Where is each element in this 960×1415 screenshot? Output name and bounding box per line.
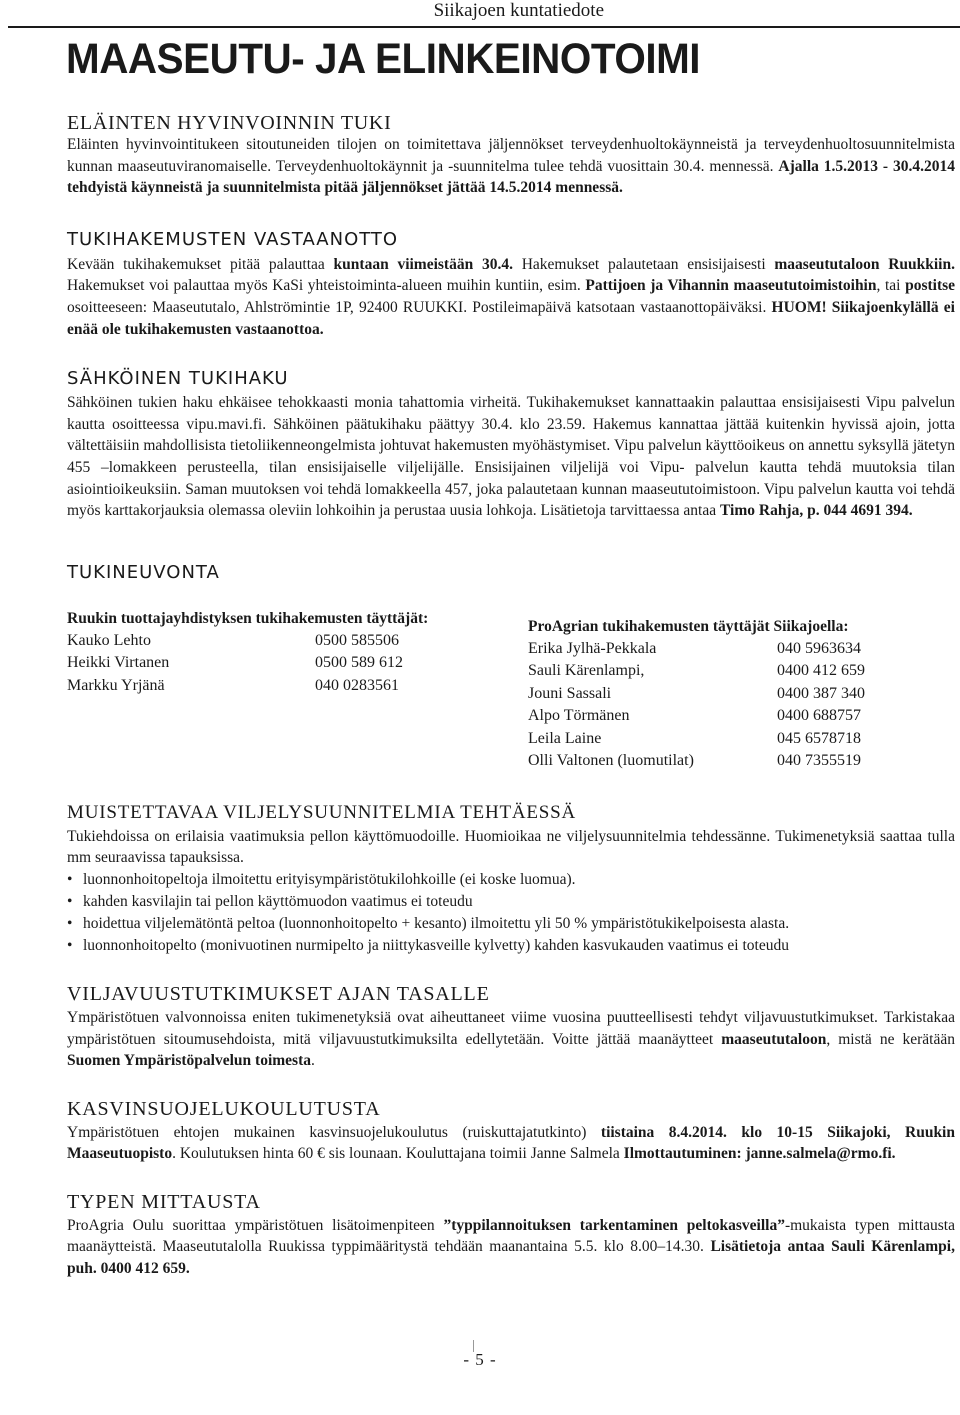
section-heading: TUKINEUVONTA bbox=[67, 561, 220, 583]
section-heading: ELÄINTEN HYVINVOINNIN TUKI bbox=[67, 112, 392, 134]
section-kasvinsuojelu bbox=[67, 1098, 955, 1165]
section-typen bbox=[67, 1191, 955, 1280]
section-heading: KASVINSUOJELUKOULUTUSTA bbox=[67, 1097, 381, 1120]
bold-span: Ajalla 1.5.2013 - 30.4.2014 tehdyistä käynneistä ja suunnitelmista pitää jäljennökset jättää 14.5.2014 mennessä. bbox=[67, 157, 955, 197]
contact-name: Markku Yrjänä bbox=[67, 676, 165, 694]
section-heading: TYPEN MITTAUSTA bbox=[67, 1190, 261, 1213]
bold-span: kuntaan viimeistään 30.4. bbox=[333, 255, 513, 273]
section-text bbox=[67, 392, 955, 522]
contact-columns bbox=[67, 584, 955, 770]
bullet-icon: • bbox=[67, 914, 73, 932]
text-span: osoitteeseen: Maaseututalo, Ahlströmintie 1P, 92400 RUUKKI. Postileimapäivä katsotaan vastaanottopäiväksi. bbox=[67, 298, 772, 316]
publication-name: Siikajoen kuntatiedote bbox=[430, 0, 608, 22]
contact-phone: 040 0283561 bbox=[315, 676, 399, 694]
section-text bbox=[67, 1122, 955, 1165]
section-heading: TUKIHAKEMUSTEN VASTAANOTTO bbox=[67, 228, 399, 250]
list-item-text: hoidettua viljelemätöntä peltoa (luonnonhoitopelto + kesanto) ilmoitettu yli 50 % ympäristötukikelpoisesta alasta. bbox=[83, 914, 790, 932]
contact-name: Sauli Kärenlampi, bbox=[528, 662, 645, 680]
list-item bbox=[67, 913, 955, 935]
section-text bbox=[67, 1007, 955, 1072]
proagria-contacts bbox=[528, 616, 960, 773]
section-viljavuus bbox=[67, 983, 955, 1072]
contact-row bbox=[67, 652, 507, 675]
list-item-text: kahden kasvilajin tai pellon käyttömuodon vaatimus ei toteudu bbox=[83, 892, 473, 910]
list-item-text: luonnonhoitopelto (monivuotinen nurmipelto ja niittykasveille kylvetty) kahden kasvukauden vaatimus ei toteudu bbox=[83, 936, 789, 954]
bold-span: ”typpilannoituksen tarkentaminen peltokasveilla” bbox=[443, 1216, 785, 1234]
bold-span: tiistaina 8.4.2014. klo 10-15 Siikajoki, Ruukin Maaseutuopisto bbox=[67, 1123, 955, 1163]
contact-name: Alpo Törmänen bbox=[528, 707, 630, 725]
text-span: . bbox=[311, 1052, 315, 1070]
bold-span: postitse bbox=[905, 277, 956, 295]
bold-span: Lisätietoja antaa Sauli Kärenlampi, puh. 0400 412 659. bbox=[67, 1238, 955, 1278]
list-item bbox=[67, 891, 955, 913]
contact-row bbox=[528, 660, 960, 683]
contact-list-heading: ProAgrian tukihakemusten täyttäjät Siikajoella: bbox=[528, 617, 849, 635]
section-text bbox=[67, 254, 955, 340]
section-muistettavaa bbox=[67, 802, 955, 957]
contact-row bbox=[528, 750, 960, 773]
bold-span: HUOM! Siikajoenkylällä ei enää ole tukihakemusten vastaanottoa. bbox=[67, 298, 955, 338]
contact-phone: 0500 589 612 bbox=[315, 654, 403, 672]
contact-row bbox=[67, 630, 507, 653]
list-item-text: luonnonhoitopeltoja ilmoitettu erityisympäristötukilohkoille (ei koske luomua). bbox=[83, 870, 576, 888]
page-number: - 5 - bbox=[463, 1350, 497, 1369]
bold-span: maaseututaloon bbox=[721, 1030, 827, 1048]
section-text bbox=[67, 1215, 955, 1280]
bullet-icon: • bbox=[67, 892, 73, 910]
text-span: , tai bbox=[876, 277, 906, 295]
contact-phone: 0400 412 659 bbox=[777, 662, 865, 680]
section-heading: MUISTETTAVAA VILJELYSUUNNITELMIA TEHTÄESSÄ bbox=[67, 801, 577, 823]
section-heading: SÄHKÖINEN TUKIHAKU bbox=[67, 368, 289, 390]
contact-row bbox=[528, 638, 960, 661]
bold-span: Suomen Ympäristöpalvelun toimesta bbox=[67, 1052, 311, 1070]
text-span: ProAgria Oulu suorittaa ympäristötuen lisätoimenpiteen bbox=[67, 1216, 444, 1234]
section-text: Tukiehdoissa on erilaisia vaatimuksia pellon käyttömuodoille. Huomioikaa ne viljelysuunnitelmia tehdessänne. Tukimenetyksiä saattaa tulla mm seuraavissa tapauksissa. bbox=[67, 827, 955, 867]
contact-row bbox=[528, 728, 960, 751]
text-span: Kevään tukihakemukset pitää palauttaa bbox=[67, 255, 334, 273]
contact-list-heading: Ruukin tuottajayhdistyksen tukihakemusten täyttäjät: bbox=[67, 609, 429, 627]
section-text bbox=[67, 134, 955, 199]
text-span: . Koulutuksen hinta 60 € sis lounaan. Kouluttajana toimii Janne Salmela bbox=[172, 1145, 624, 1163]
bold-span: maaseututaloon Ruukkiin. bbox=[774, 255, 955, 273]
contact-phone: 0500 585506 bbox=[315, 631, 399, 649]
contact-name: Erika Jylhä-Pekkala bbox=[528, 639, 657, 657]
text-span: -mukaista typen mittausta maanäytteistä. Maaseututalolla Ruukissa typpimääritystä tehdään maanantaina 5.5. klo 8.00–14.30. bbox=[67, 1216, 955, 1256]
contact-name: Olli Valtonen (luomutilat) bbox=[528, 752, 694, 770]
contact-row bbox=[528, 705, 960, 728]
contact-row bbox=[67, 675, 507, 698]
bold-span: Pattijoen ja Vihannin maaseututoimistoihin bbox=[585, 277, 877, 295]
bullet-icon: • bbox=[67, 870, 73, 888]
section-elainten bbox=[67, 112, 955, 199]
contact-phone: 040 7355519 bbox=[777, 752, 861, 770]
bullet-icon: • bbox=[67, 936, 73, 954]
article-body bbox=[67, 112, 955, 1280]
contact-name: Kauko Lehto bbox=[67, 631, 151, 649]
contact-name: Heikki Virtanen bbox=[67, 654, 170, 672]
contact-phone: 0400 387 340 bbox=[777, 684, 865, 702]
list-item bbox=[67, 869, 955, 891]
section-heading: VILJAVUUSTUTKIMUKSET AJAN TASALLE bbox=[67, 982, 490, 1005]
text-span: Hakemukset voi palauttaa myös KaSi yhteistoiminta-alueen muihin kuntiin, esim. bbox=[67, 277, 586, 295]
section-sahkoinen bbox=[67, 368, 955, 522]
contact-phone: 045 6578718 bbox=[777, 729, 861, 747]
text-span: , mistä ne kerätään bbox=[826, 1030, 955, 1048]
contact-phone: 0400 688757 bbox=[777, 707, 861, 725]
text-span: Sähköinen tukien haku ehkäisee tehokkaasti monia tahattomia virheitä. Tukihakemukset kannattaakin palauttaa ensisijaisesti Vipu palvelun kautta osoitteessa vipu.mavi.fi. Sähköinen päätukihaku päättyy 30.4. klo 23.59. Hakemus kannattaa jättää kuitenkin hyvissä ajoin, jotta vältettäisiin mahdollisista tietoliikenneongelmista johtuvat hakemusten myöhästymiset. Vipu palvelun käyttöoikeus on annettu syksyllä jätetyn 455 –lomakkeen perusteella, tilan ensisijaiselle viljelijälle. Ensisijainen viljelijä voi Vipu- palvelun kautta tehdä muutoksia tilan asiointioikeuksiin. Saman muutoksen voi tehdä lomakkeella 457, joka palautetaan kunnan maaseututoimistoon. Vipu palvelun kautta voi tehdä myös karttakorjauksia olemassa oleviin lohkoihin ja perustaa uusia lohkoja. Lisätietoja tarvittaessa antaa bbox=[67, 394, 955, 520]
text-span: Hakemukset palautetaan ensisijaisesti bbox=[512, 255, 775, 273]
header-rule bbox=[8, 26, 960, 28]
text-span: Eläinten hyvinvointitukeen sitoutuneiden tilojen on toimitettava jäljennökset terveydenhuoltokäynneistä ja terveydenhuoltosuunnitelmista kunnan maaseutuviranomaiselle. Terveydenhuoltokäynnit ja -suunnitelma tulee tehdä vuosittain 30.4. mennessä. bbox=[67, 136, 955, 175]
bold-span: Timo Rahja, p. 044 4691 394. bbox=[719, 502, 913, 520]
section-tukineuvonta bbox=[67, 561, 955, 770]
text-span: Ympäristötuen valvonnoissa eniten tukimenetyksiä ovat aiheuttaneet viime vuosina puutteellisesti tehdyt viljavuustutkimukset. Tarkistakaa ympäristötuen sitoumusehdoista, mitä viljavuustutkimuksilta edellytetään. Voitte jättää maanäytteet bbox=[67, 1008, 955, 1048]
page-title: MAASEUTU- JA ELINKEINOTOIMI bbox=[66, 35, 701, 83]
contact-name: Leila Laine bbox=[528, 729, 602, 747]
list-item bbox=[67, 935, 955, 957]
section-vastaanotto bbox=[67, 229, 955, 340]
contact-phone: 040 5963634 bbox=[777, 639, 861, 657]
contact-row bbox=[528, 683, 960, 706]
text-span: Ympäristötuen ehtojen mukainen kasvinsuojelukoulutus (ruiskuttajatutkinto) bbox=[67, 1123, 601, 1141]
bold-span: Ilmottautuminen: janne.salmela@rmo.fi. bbox=[623, 1145, 896, 1163]
contact-name: Jouni Sassali bbox=[528, 684, 612, 702]
ruukki-contacts bbox=[67, 608, 507, 698]
